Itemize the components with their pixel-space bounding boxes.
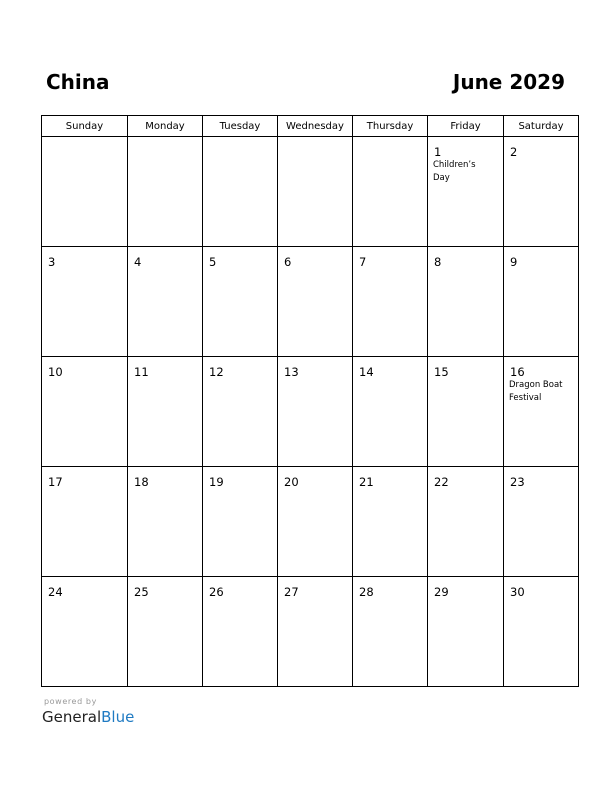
day-cell — [353, 247, 428, 357]
day-cell — [428, 247, 504, 357]
day-number: 24 — [48, 585, 63, 599]
day-cell — [504, 137, 579, 247]
day-cell — [128, 357, 203, 467]
day-number: 27 — [284, 585, 299, 599]
day-cell — [278, 467, 353, 577]
logo-text-general: General — [42, 708, 102, 726]
day-number: 21 — [359, 475, 374, 489]
day-cell — [428, 137, 504, 247]
day-cell — [353, 357, 428, 467]
day-number: 14 — [359, 365, 374, 379]
weekday-header-row — [42, 116, 579, 137]
day-number: 18 — [134, 475, 149, 489]
day-number: 3 — [48, 255, 56, 269]
weekday-header: Monday — [128, 116, 203, 137]
day-number: 2 — [510, 145, 518, 159]
day-cell — [42, 247, 128, 357]
day-number: 23 — [510, 475, 525, 489]
day-number: 30 — [510, 585, 525, 599]
day-number: 26 — [209, 585, 224, 599]
day-cell — [203, 357, 278, 467]
day-number — [203, 137, 277, 146]
day-cell — [203, 247, 278, 357]
day-number: 16 — [510, 365, 525, 379]
day-cell — [278, 577, 353, 687]
day-cell — [42, 137, 128, 247]
day-cell — [353, 137, 428, 247]
day-number: 13 — [284, 365, 299, 379]
day-cell — [428, 577, 504, 687]
weekday-header: Sunday — [42, 116, 128, 137]
day-number: 1 — [434, 145, 442, 159]
day-cell — [128, 467, 203, 577]
day-number: 12 — [209, 365, 224, 379]
day-cell — [203, 577, 278, 687]
day-number: 8 — [434, 255, 442, 269]
day-cell — [504, 577, 579, 687]
day-number: 25 — [134, 585, 149, 599]
day-cell — [42, 357, 128, 467]
day-cell — [128, 577, 203, 687]
day-cell — [128, 137, 203, 247]
week-row — [42, 577, 579, 687]
day-cell — [278, 137, 353, 247]
logo-text-blue: Blue — [101, 708, 135, 726]
week-row — [42, 137, 579, 247]
day-number: 28 — [359, 585, 374, 599]
day-cell — [504, 467, 579, 577]
day-cell — [128, 247, 203, 357]
weekday-header: Wednesday — [278, 116, 353, 137]
day-number: 17 — [48, 475, 63, 489]
weekday-header: Friday — [428, 116, 504, 137]
day-cell — [42, 467, 128, 577]
day-cell — [504, 357, 579, 467]
day-cell — [504, 247, 579, 357]
day-cell — [353, 577, 428, 687]
holiday-label: Children’s Day — [433, 160, 476, 183]
day-cell — [42, 577, 128, 687]
day-number: 11 — [134, 365, 149, 379]
day-cell — [203, 137, 278, 247]
week-row — [42, 247, 579, 357]
holiday-label: Dragon Boat Festival — [509, 380, 563, 403]
day-number: 22 — [434, 475, 449, 489]
day-number — [128, 137, 202, 146]
day-cell — [278, 357, 353, 467]
day-number: 4 — [134, 255, 142, 269]
day-number — [353, 137, 427, 146]
weekday-header: Tuesday — [203, 116, 278, 137]
day-number: 15 — [434, 365, 449, 379]
day-number: 20 — [284, 475, 299, 489]
day-cell — [203, 467, 278, 577]
week-row — [42, 357, 579, 467]
day-cell — [428, 467, 504, 577]
day-number — [278, 137, 352, 146]
day-number: 19 — [209, 475, 224, 489]
day-number — [42, 137, 127, 146]
day-number: 6 — [284, 255, 292, 269]
day-number: 9 — [510, 255, 518, 269]
day-cell — [278, 247, 353, 357]
day-number: 29 — [434, 585, 449, 599]
day-number: 5 — [209, 255, 217, 269]
day-cell — [353, 467, 428, 577]
powered-by-text: powered by — [44, 697, 97, 706]
week-row — [42, 467, 579, 577]
weekday-header: Saturday — [504, 116, 579, 137]
weekday-header: Thursday — [353, 116, 428, 137]
generalblue-logo[interactable] — [42, 708, 134, 726]
calendar-grid — [41, 115, 579, 687]
country-title: China — [46, 70, 110, 94]
month-title: June 2029 — [452, 70, 565, 94]
day-number: 7 — [359, 255, 367, 269]
day-number: 10 — [48, 365, 63, 379]
day-cell — [428, 357, 504, 467]
